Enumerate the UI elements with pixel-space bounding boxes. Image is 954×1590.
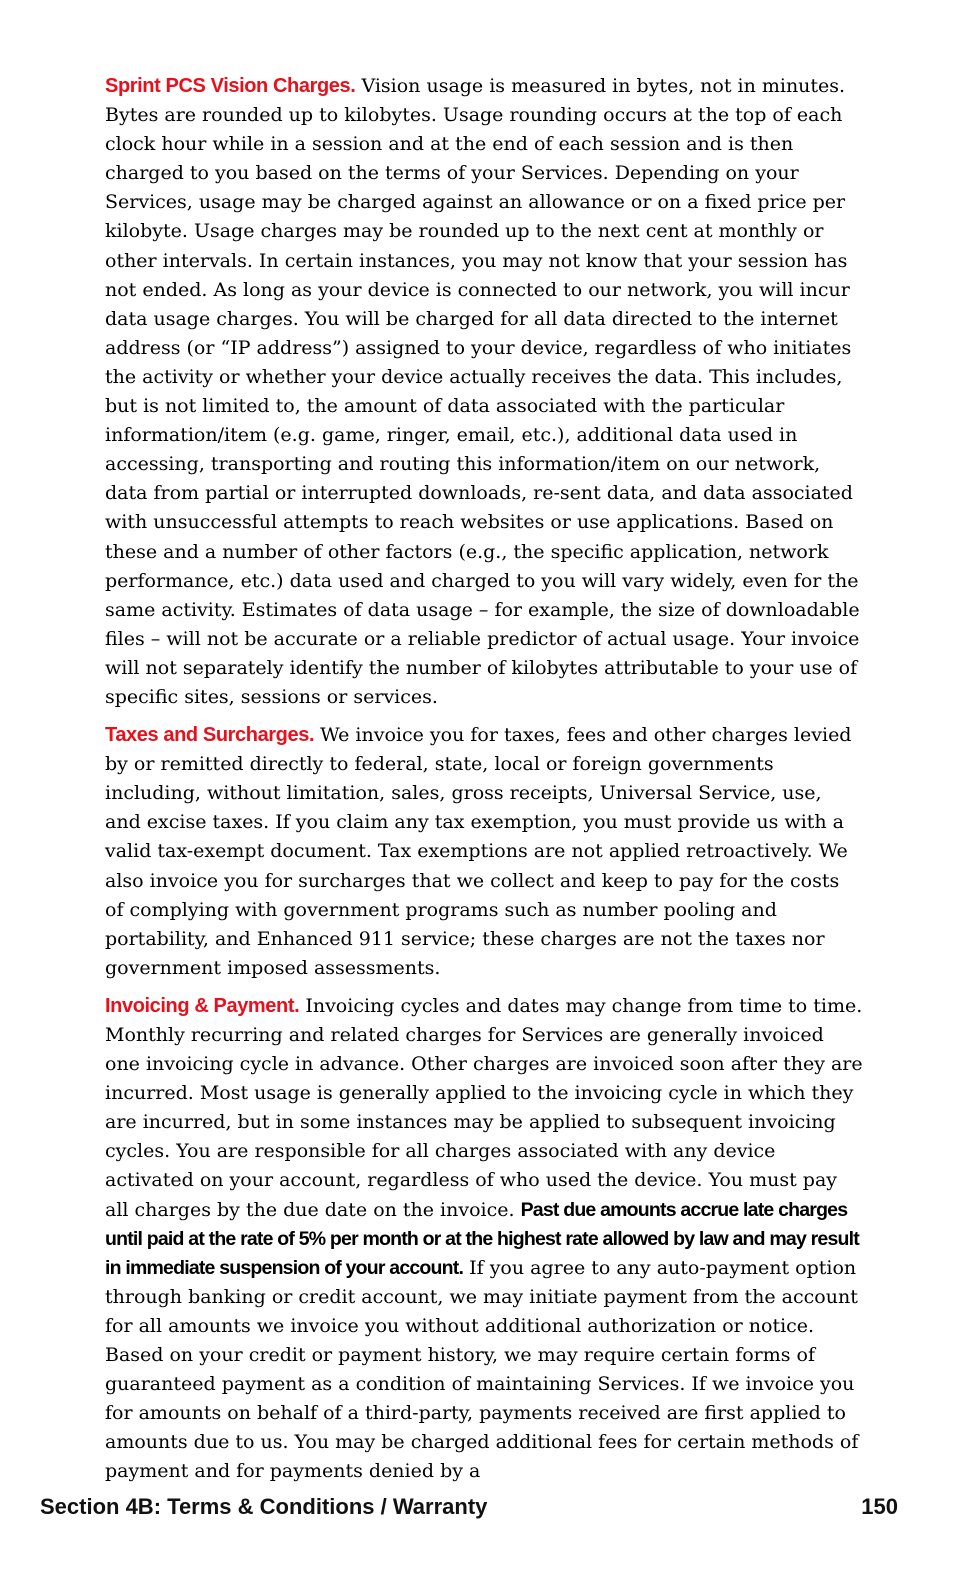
section-vision-charges bbox=[105, 72, 863, 712]
section-invoicing-payment bbox=[105, 992, 863, 1487]
section-body: We invoice you for taxes, fees and other charges levied by or remitted directly to federal, state, local or foreign governments including, without limitation, sales, gross receipts, Universal Service, use, and excise taxes. If you claim any tax exemption, you must provide us with a valid tax-exempt document. Tax exemptions are not applied retroactively. We also invoice you for surcharges that we collect and keep to pay for the costs of complying with government programs such as number pooling and portability, and Enhanced 911 service; these charges are not the taxes nor government imposed assessments. bbox=[105, 724, 852, 979]
section-body: Invoicing cycles and dates may change from time to time. Monthly recurring and related charges for Services are generally invoiced one invoicing cycle in advance. Other charges are invoiced soon after they are incurred. Most usage is generally applied to the invoicing cycle in which they are incurred, but in some instances may be applied to subsequent invoicing cycles. You are responsible for all charges associated with any device activated on your account, regardless of who used the device. You must pay all charges by the due date on the invoice. bbox=[105, 994, 863, 1221]
late-charges-notice: Past due amounts accrue late charges until paid at the rate of 5% per month or at the highest rate allowed by law and may result in immediate suspension of your account. bbox=[105, 1198, 859, 1279]
page-body bbox=[105, 72, 863, 1496]
page-number: 150 bbox=[861, 1494, 898, 1519]
page-footer bbox=[40, 1494, 898, 1526]
section-body-continued: If you agree to any auto-payment option through banking or credit account, we may initiate payment from the account for all amounts we invoice you without additional authorization or notice. Based on your credit or payment history, we may require certain forms of guaranteed payment as a condition of maintaining Services. If we invoice you for amounts on behalf of a third-party, payments received are first applied to amounts due to us. You may be charged additional fees for certain methods of payment and for payments denied by a bbox=[105, 1256, 859, 1483]
section-heading: Taxes and Surcharges. bbox=[105, 724, 315, 747]
section-body: Vision usage is measured in bytes, not in minutes. Bytes are rounded up to kilobytes. Usage rounding occurs at the top of each clock hour while in a session and at the end of each session and is then charged to you based on the terms of your Services. Depending on your Services, usage may be charged against an allowance or on a fixed price per kilobyte. Usage charges may be rounded up to the next cent at monthly or other intervals. In certain instances, you may not know that your session has not ended. As long as your device is connected to our network, you will incur data usage charges. You will be charged for all data directed to the internet address (or “IP address”) assigned to your device, regardless of who initiates the activity or whether your device actually receives the data. This includes, but is not limited to, the amount of data associated with the particular information/item (e.g. game, ringer, email, etc.), additional data used in accessing, transporting and routing this information/item on our network, data from partial or interrupted downloads, re-sent data, and data associated with unsuccessful attempts to reach websites or use applications. Based on these and a number of other factors (e.g., the specific application, network performance, etc.) data used and charged to you will vary widely, even for the same activity. Estimates of data usage – for example, the size of downloadable files – will not be accurate or a reliable predictor of actual usage. Your invoice will not separately identify the number of kilobytes attributable to your use of specific sites, sessions or services. bbox=[105, 75, 860, 708]
section-heading: Invoicing & Payment. bbox=[105, 994, 300, 1017]
section-taxes-surcharges bbox=[105, 721, 863, 983]
section-heading: Sprint PCS Vision Charges. bbox=[105, 75, 356, 97]
footer-section-title: Section 4B: Terms & Conditions / Warranty bbox=[40, 1494, 488, 1519]
